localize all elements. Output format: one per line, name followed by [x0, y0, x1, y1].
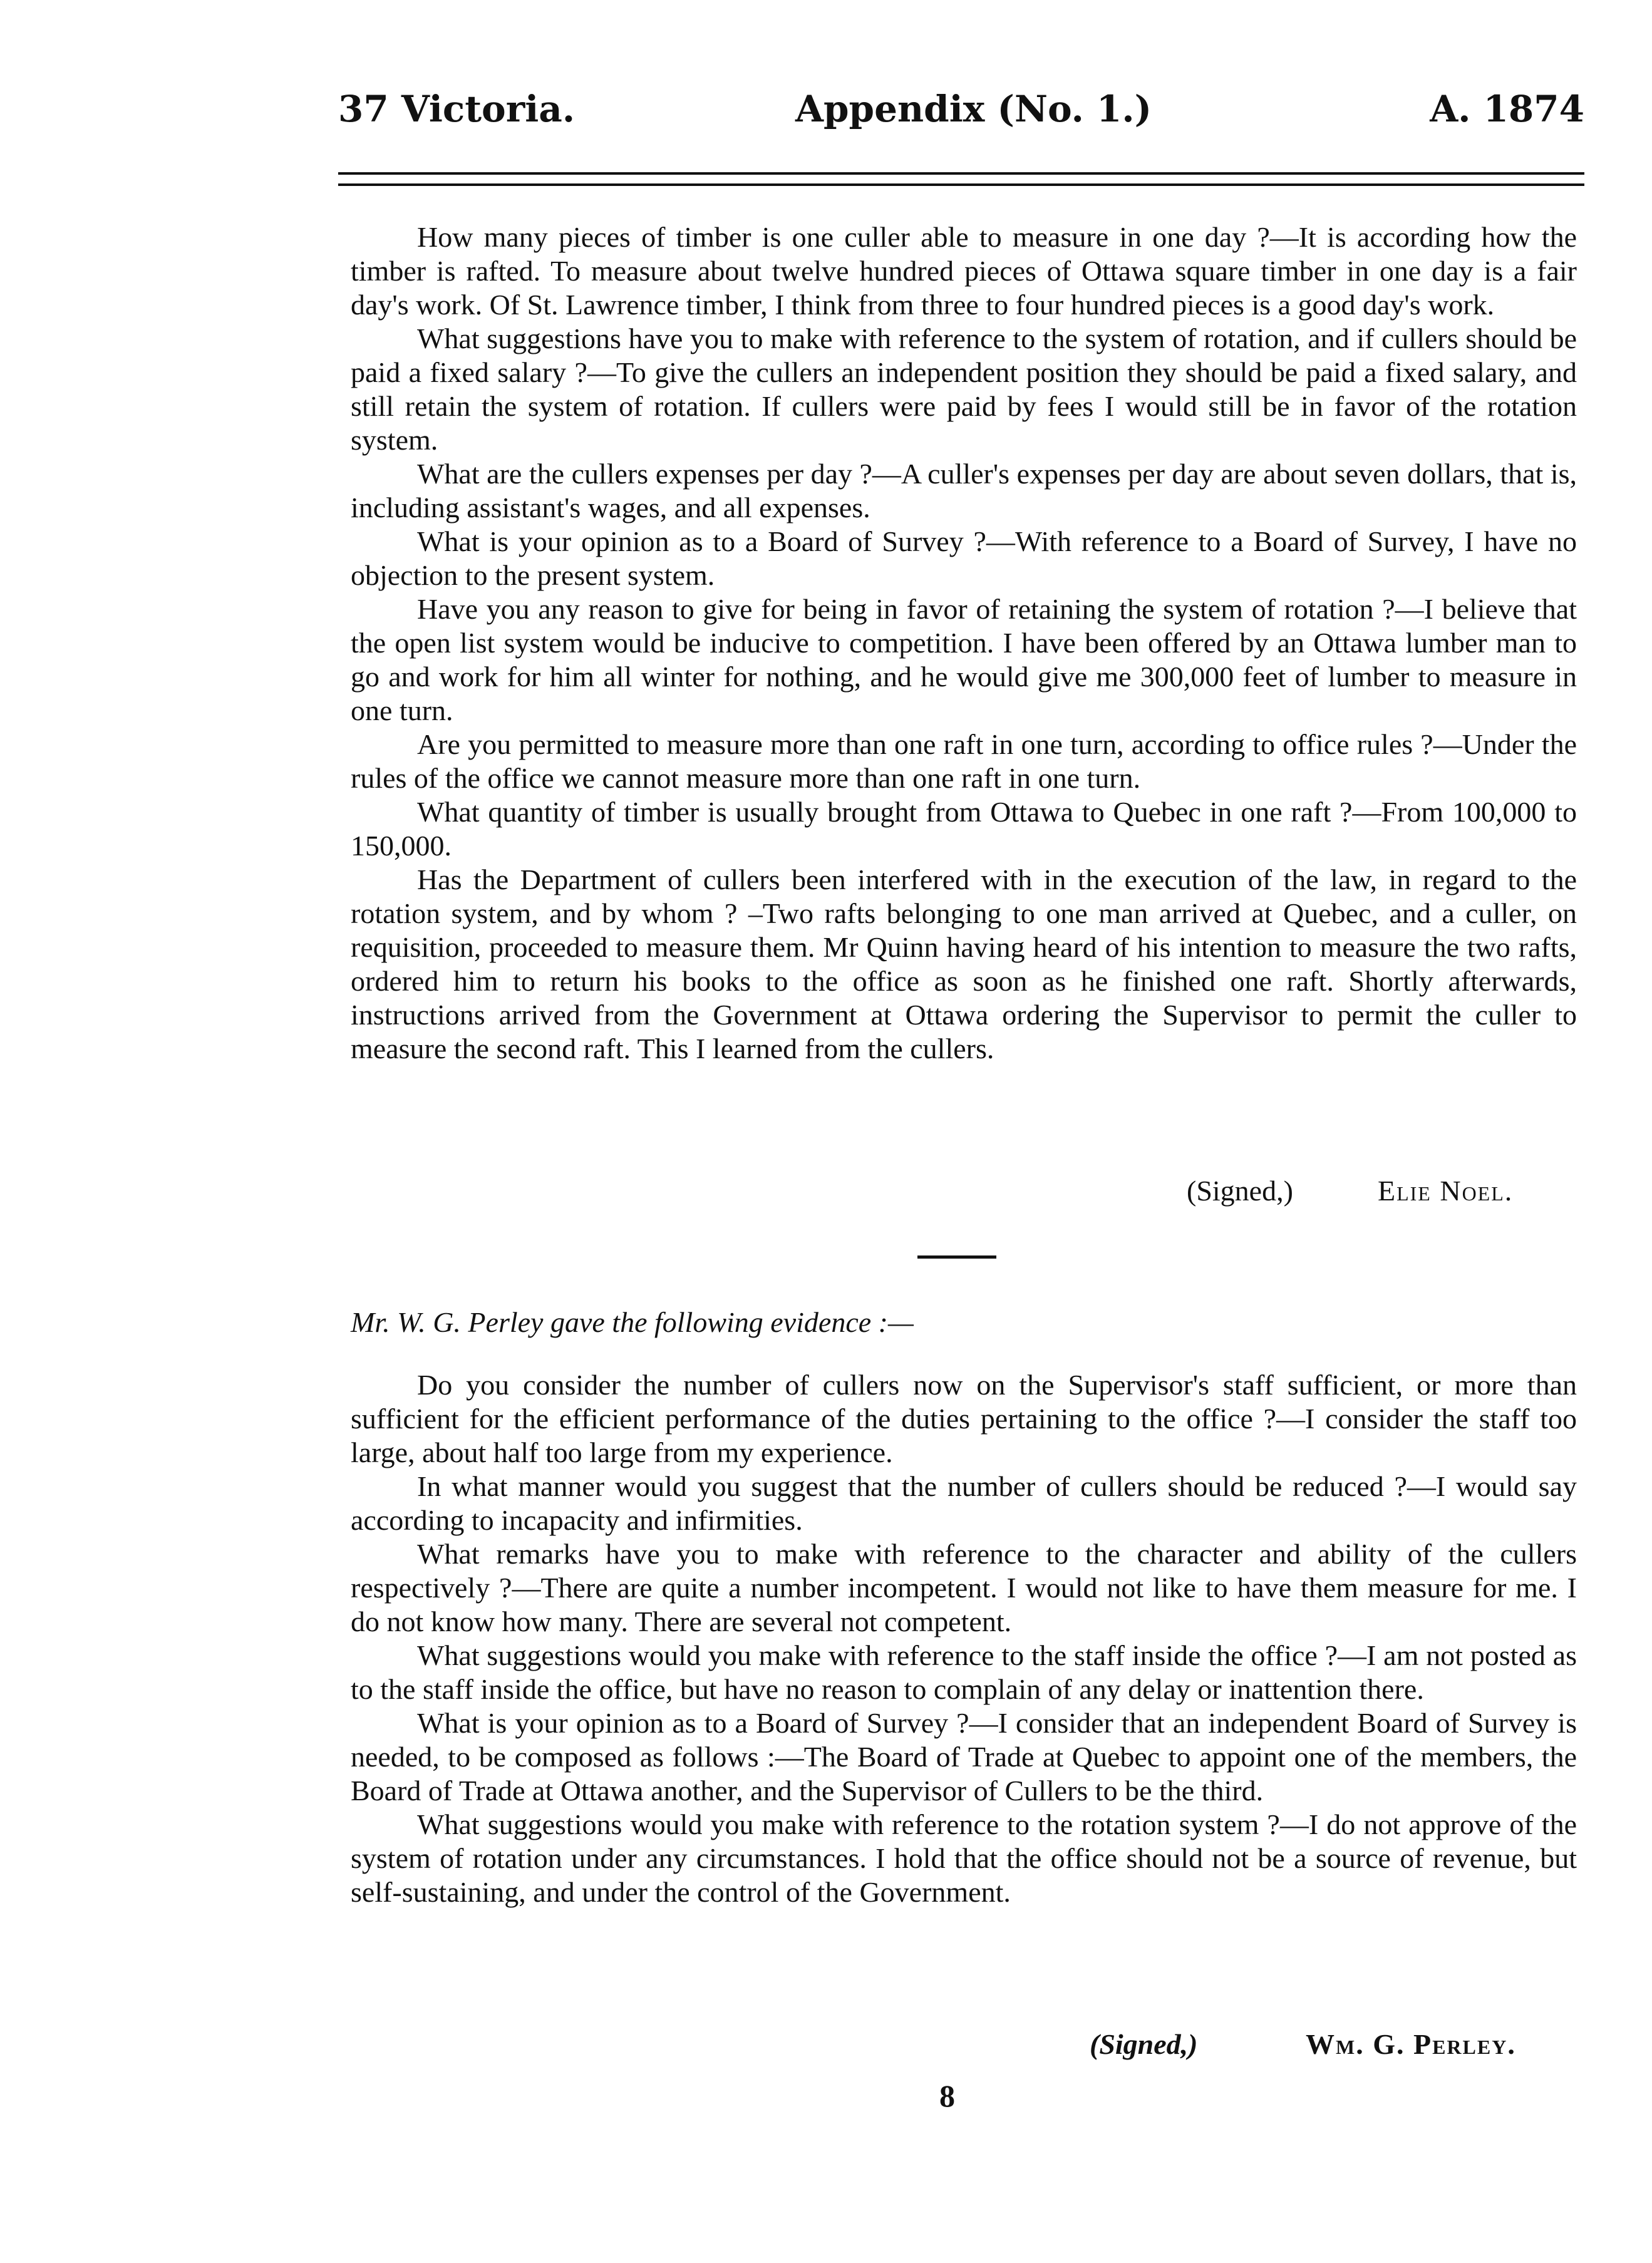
signed-label-noel: (Signed,): [1187, 1175, 1293, 1207]
paragraph: What is your opinion as to a Board of Survey ?—With reference to a Board of Survey, I have no objection to the present system.: [351, 525, 1577, 591]
paragraph: What remarks have you to make with reference to the character and ability of the cullers respectively ?—There are quite a number incompetent. I would not like to have them measure for me. I do not know how many. There are several not competent.: [351, 1538, 1577, 1637]
paragraph: Are you permitted to measure more than one raft in one turn, according to office rules ?—Under the rules of the office we cannot measure more than one raft in one turn.: [351, 728, 1577, 794]
paragraph: What suggestions would you make with reference to the staff inside the office ?—I am not posted as to the staff inside the office, but have no reason to complain of any delay or inattention there.: [351, 1639, 1577, 1705]
paragraph: In what manner would you suggest that the number of cullers should be reduced ?—I would say according to incapacity and infirmities.: [351, 1470, 1577, 1536]
paragraph: What is your opinion as to a Board of Survey ?—I consider that an independent Board of Survey is needed, to be composed as follows :—The Board of Trade at Quebec to appoint one of the members, the Board of Trade at Ottawa another, and the Supervisor of Cullers to be the third.: [351, 1707, 1577, 1807]
paragraph: What suggestions would you make with reference to the rotation system ?—I do not approve of the system of rotation under any circumstances. I hold that the office should not be a source of revenue, but self-sustaining, and under the control of the Government.: [351, 1808, 1577, 1908]
signature-noel: Elie Noel.: [1378, 1175, 1514, 1207]
paragraph: Has the Department of cullers been interfered with in the execution of the law, in regard to the rotation system, and by whom ? –Two rafts belonging to one man arrived at Quebec, and a culler, on requisition, proceeded to measure them. Mr Quinn having heard of his intention to measure the two rafts, ordered him to return his books to the office as soon as he finished one raft. Shortly afterwards, instructions arrived from the Government at Ottawa ordering the Supervisor to permit the culler to measure the second raft. This I learned from the cullers.: [351, 863, 1577, 1064]
page-number: 8: [939, 2078, 955, 2113]
testimony-noel: [351, 220, 1577, 1066]
header-double-rule: [338, 172, 1584, 186]
testimony-perley: [351, 1368, 1577, 1909]
paragraph: Do you consider the number of cullers now on the Supervisor's staff sufficient, or more than sufficient for the efficient performance of the duties pertaining to the office ?—I consider the staff too large, about half too large from my experience.: [351, 1369, 1577, 1468]
page-header: [338, 88, 1584, 144]
perley-intro: Mr. W. G. Perley gave the following evidence :—: [351, 1306, 914, 1338]
paragraph: What suggestions have you to make with reference to the system of rotation, and if cullers should be paid a fixed salary ?—To give the cullers an independent position they should be paid a fixed salary, and still retain the system of rotation. If cullers were paid by fees I would still be in favor of the rotation system.: [351, 322, 1577, 456]
section-divider: [917, 1255, 996, 1259]
header-appendix: Appendix (No. 1.): [795, 88, 1152, 130]
paragraph: Have you any reason to give for being in favor of retaining the system of rotation ?—I believe that the open list system would be inducive to competition. I have been offered by an Ottawa lumber man to go and work for him all winter for nothing, and he would give me 300,000 feet of lumber to measure in one turn.: [351, 593, 1577, 726]
paragraph: What quantity of timber is usually brought from Ottawa to Quebec in one raft ?—From 100,000 to 150,000.: [351, 796, 1577, 862]
header-session: 37 Victoria.: [338, 88, 576, 130]
header-page-ref: A. 1874: [1430, 88, 1584, 130]
paragraph: What are the cullers expenses per day ?—A culler's expenses per day are about seven dollars, that is, including assistant's wages, and all expenses.: [351, 458, 1577, 523]
signed-label-perley: (Signed,): [1090, 2028, 1198, 2060]
paragraph: How many pieces of timber is one culler able to measure in one day ?—It is according how the timber is rafted. To measure about twelve hundred pieces of Ottawa square timber in one day is a fair day's work. Of St. Lawrence timber, I think from three to four hundred pieces is a good day's work.: [351, 221, 1577, 321]
signature-perley: Wm. G. Perley.: [1306, 2028, 1516, 2060]
